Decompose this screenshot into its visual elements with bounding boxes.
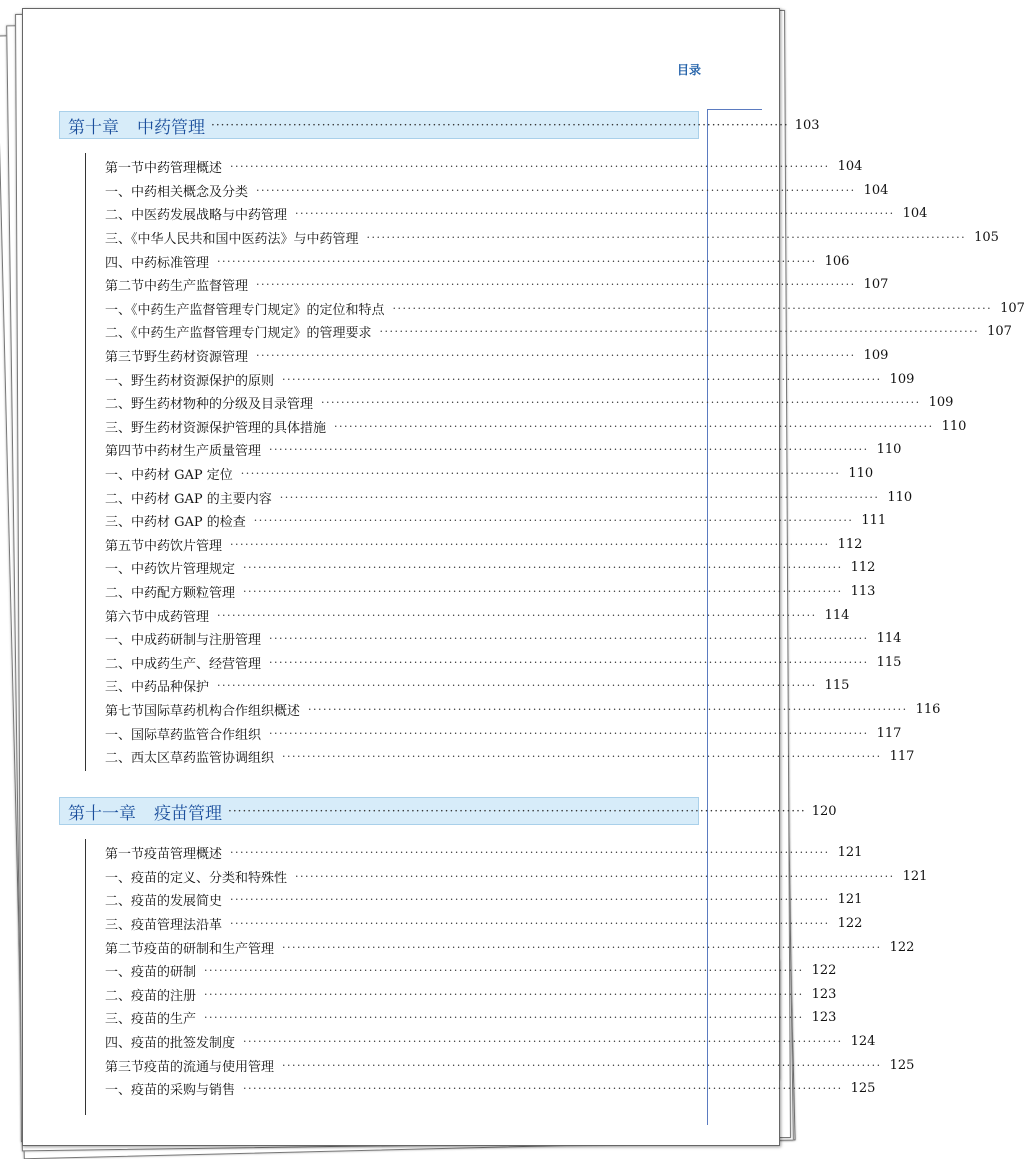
entry-page-number: 104 (902, 206, 928, 222)
dot-leader: ························································································································ (230, 160, 830, 174)
toc-item-row[interactable] (105, 485, 913, 509)
dot-leader: ························································································································ (282, 1058, 882, 1072)
dot-leader: ························································································································ (269, 632, 869, 646)
toc-item-row[interactable] (105, 367, 915, 391)
section-number: 第三节 (105, 1059, 145, 1075)
toc-page (22, 8, 1025, 1146)
toc-section-row[interactable] (105, 344, 889, 368)
toc-entry-list (105, 155, 1025, 768)
entry-page-number: 107 (987, 324, 1012, 340)
entry-title: 一、《中药生产监督管理专门规定》的定位和特点 (105, 302, 385, 318)
entry-page-number: 110 (887, 489, 913, 505)
entry-page-number: 114 (876, 631, 902, 647)
toc-item-row[interactable] (105, 912, 863, 936)
entry-title: 一、疫苗的研制 (105, 965, 197, 981)
entry-title: 一、疫苗的采购与销售 (105, 1083, 236, 1099)
entry-title: 疫苗管理概述 (144, 847, 223, 863)
entry-page-number: 105 (974, 230, 999, 246)
toc-section-row[interactable] (105, 533, 863, 557)
section-number: 第五节 (105, 538, 145, 554)
entry-page-number: 121 (837, 892, 863, 908)
toc-section-row[interactable] (105, 273, 889, 297)
entry-title: 二、野生药材物种的分级及目录管理 (105, 397, 314, 413)
toc-item-row[interactable] (105, 320, 1012, 344)
chapter-heading[interactable] (59, 111, 820, 139)
entry-title: 中药生产监督管理 (144, 279, 249, 295)
entry-page-number: 121 (902, 868, 928, 884)
running-header: 目录 (677, 63, 702, 77)
chapter-title: 疫苗管理 (154, 803, 222, 824)
entry-title: 三、中药材 GAP 的检查 (105, 515, 246, 531)
dot-leader: ························································································································ (282, 750, 882, 764)
dot-leader: ························································································································ (295, 207, 895, 221)
entry-title: 二、中药材 GAP 的主要内容 (105, 491, 272, 507)
entry-title: 疫苗的流通与使用管理 (144, 1059, 275, 1075)
toc-section-row[interactable] (105, 603, 850, 627)
entry-title: 四、中药标准管理 (105, 255, 210, 271)
dot-leader: ························································································································ (204, 1011, 804, 1025)
section-number: 第二节 (105, 279, 145, 295)
entry-page-number: 124 (850, 1034, 876, 1050)
entry-title: 中药管理概述 (144, 161, 223, 177)
dot-leader: ························································································································ (334, 419, 934, 433)
toc-item-row[interactable] (105, 226, 999, 250)
entry-page-number: 115 (876, 654, 902, 670)
entry-title: 一、野生药材资源保护的原则 (105, 373, 275, 389)
entry-page-number: 111 (861, 513, 887, 529)
entry-title: 二、疫苗的发展简史 (105, 894, 223, 910)
entry-page-number: 109 (889, 371, 915, 387)
dot-leader: ························································································································ (230, 846, 830, 860)
toc-item-row[interactable] (105, 391, 954, 415)
entry-page-number: 113 (850, 583, 876, 599)
section-number: 第六节 (105, 609, 145, 625)
entry-page-number: 122 (811, 963, 837, 979)
entry-page-number: 107 (1000, 300, 1025, 316)
dot-leader: ························································································································ (256, 183, 856, 197)
entry-title: 三、疫苗管理法沿革 (105, 918, 223, 934)
chapter-heading[interactable] (59, 797, 837, 825)
dot-leader: ························································································································ (256, 278, 856, 292)
dot-leader: ························································································································ (282, 372, 882, 386)
dot-leader: ························································································································ (228, 804, 806, 818)
entry-page-number: 121 (837, 845, 863, 861)
dot-leader: ························································································································ (269, 443, 869, 457)
entry-title: 中成药管理 (144, 609, 210, 625)
toc-section-row[interactable] (105, 698, 941, 722)
dot-leader: ························································································································ (211, 118, 789, 132)
toc-item-row[interactable] (105, 179, 889, 203)
dot-leader: ························································································································ (321, 396, 921, 410)
section-number: 第二节 (105, 941, 145, 957)
entry-title: 一、中药材 GAP 定位 (105, 468, 233, 484)
chapter-number: 第十章 (68, 117, 119, 138)
entry-title: 二、中成药生产、经营管理 (105, 656, 262, 672)
entry-page-number: 125 (850, 1081, 876, 1097)
entry-title: 一、国际草药监管合作组织 (105, 727, 262, 743)
dot-leader: ························································································································ (204, 964, 804, 978)
entry-page-number: 115 (824, 678, 850, 694)
section-number: 第一节 (105, 847, 145, 863)
toc-item-row[interactable] (105, 556, 876, 580)
entry-title: 国际草药机构合作组织概述 (144, 703, 301, 719)
toc-item-row[interactable] (105, 721, 902, 745)
entry-title: 一、中药相关概念及分类 (105, 184, 249, 200)
toc-item-row[interactable] (105, 202, 928, 226)
toc-item-row[interactable] (105, 415, 967, 439)
dot-leader: ························································································································ (240, 467, 841, 481)
entry-page-number: 117 (876, 725, 902, 741)
section-number: 第三节 (105, 350, 145, 366)
entry-page-number: 110 (941, 418, 967, 434)
dot-leader: ························································································································ (243, 1082, 843, 1096)
entry-title: 二、疫苗的注册 (105, 988, 197, 1004)
entry-title: 三、《中华人民共和国中医药法》与中药管理 (105, 232, 359, 248)
chapter-page-number: 103 (794, 117, 820, 133)
entry-title: 二、中药配方颗粒管理 (105, 585, 236, 601)
entry-page-number: 110 (848, 466, 874, 482)
entry-title: 中药材生产质量管理 (144, 444, 262, 460)
dot-leader: ························································································································ (253, 514, 854, 528)
toc-item-row[interactable] (105, 959, 837, 983)
margin-tab (707, 109, 762, 118)
dot-leader: ························································································································ (243, 561, 843, 575)
dot-leader: ························································································································ (230, 917, 830, 931)
dot-leader: ························································································································ (279, 490, 880, 504)
dot-leader: ························································································································ (243, 584, 843, 598)
entry-page-number: 112 (837, 536, 863, 552)
dot-leader: ························································································································ (217, 679, 817, 693)
entry-page-number: 123 (811, 1010, 837, 1026)
entry-title: 三、野生药材资源保护管理的具体措施 (105, 420, 327, 436)
toc-item-row[interactable] (105, 509, 887, 533)
toc-section-row[interactable] (105, 935, 915, 959)
entry-page-number: 114 (824, 607, 850, 623)
dot-leader: ························································································································ (204, 987, 804, 1001)
entry-page-number: 122 (837, 916, 863, 932)
entry-title: 疫苗的研制和生产管理 (144, 941, 275, 957)
toc-item-row[interactable] (105, 1030, 876, 1054)
entry-page-number: 112 (850, 560, 876, 576)
entry-page-number: 109 (863, 348, 889, 364)
dot-leader: ························································································································ (308, 702, 908, 716)
toc-section-row[interactable] (105, 438, 902, 462)
toc-item-row[interactable] (105, 1006, 837, 1030)
toc-item-row[interactable] (105, 297, 1025, 321)
toc-item-row[interactable] (105, 865, 928, 889)
dot-leader: ························································································································ (256, 349, 856, 363)
dot-leader: ························································································································ (230, 893, 830, 907)
section-number: 第一节 (105, 161, 145, 177)
dot-leader: ························································································································ (243, 1035, 843, 1049)
toc-item-row[interactable] (105, 1077, 876, 1101)
entry-page-number: 125 (889, 1057, 915, 1073)
toc-section-row[interactable] (105, 155, 863, 179)
dot-leader: ························································································································ (295, 869, 895, 883)
toc-item-row[interactable] (105, 249, 850, 273)
toc-item-row[interactable] (105, 745, 915, 769)
entry-title: 三、疫苗的生产 (105, 1012, 197, 1028)
entry-page-number: 110 (876, 442, 902, 458)
toc-item-row[interactable] (105, 650, 902, 674)
entry-page-number: 104 (863, 182, 889, 198)
entry-page-number: 106 (824, 253, 850, 269)
dot-leader: ························································································································ (217, 608, 817, 622)
toc-item-row[interactable] (105, 983, 837, 1007)
toc-entry-list (105, 841, 928, 1101)
chapter-number: 第十一章 (68, 803, 136, 824)
toc-section-row[interactable] (105, 841, 863, 865)
entry-page-number: 107 (863, 277, 889, 293)
entry-title: 三、中药品种保护 (105, 680, 210, 696)
section-rule (85, 153, 86, 771)
entry-title: 一、中药饮片管理规定 (105, 562, 236, 578)
chapter-page-number: 120 (811, 803, 837, 819)
dot-leader: ························································································································ (217, 254, 817, 268)
toc-item-row[interactable] (105, 580, 876, 604)
entry-page-number: 116 (915, 701, 941, 717)
entry-title: 二、中医药发展战略与中药管理 (105, 208, 288, 224)
dot-leader: ························································································································ (269, 726, 869, 740)
entry-title: 二、《中药生产监督管理专门规定》的管理要求 (105, 326, 372, 342)
toc-item-row[interactable] (105, 674, 850, 698)
entry-page-number: 117 (889, 749, 915, 765)
toc-section-row[interactable] (105, 1053, 915, 1077)
entry-title: 中药饮片管理 (144, 538, 223, 554)
chapter-title: 中药管理 (137, 117, 205, 138)
dot-leader: ························································································································ (269, 655, 869, 669)
entry-page-number: 122 (889, 939, 915, 955)
dot-leader: ························································································································ (379, 325, 980, 339)
dot-leader: ························································································································ (282, 940, 882, 954)
entry-title: 一、疫苗的定义、分类和特殊性 (105, 870, 288, 886)
entry-title: 野生药材资源管理 (144, 350, 249, 366)
dot-leader: ························································································································ (230, 537, 830, 551)
entry-title: 四、疫苗的批签发制度 (105, 1036, 236, 1052)
toc-item-row[interactable] (105, 888, 863, 912)
section-number: 第七节 (105, 703, 145, 719)
entry-title: 二、西太区草药监管协调组织 (105, 751, 275, 767)
toc-item-row[interactable] (105, 462, 874, 486)
section-number: 第四节 (105, 444, 145, 460)
dot-leader: ························································································································ (366, 231, 967, 245)
section-rule (85, 839, 86, 1115)
entry-page-number: 104 (837, 159, 863, 175)
entry-page-number: 109 (928, 395, 954, 411)
toc-item-row[interactable] (105, 627, 902, 651)
dot-leader: ························································································································ (392, 301, 993, 315)
entry-title: 一、中成药研制与注册管理 (105, 633, 262, 649)
entry-page-number: 123 (811, 986, 837, 1002)
